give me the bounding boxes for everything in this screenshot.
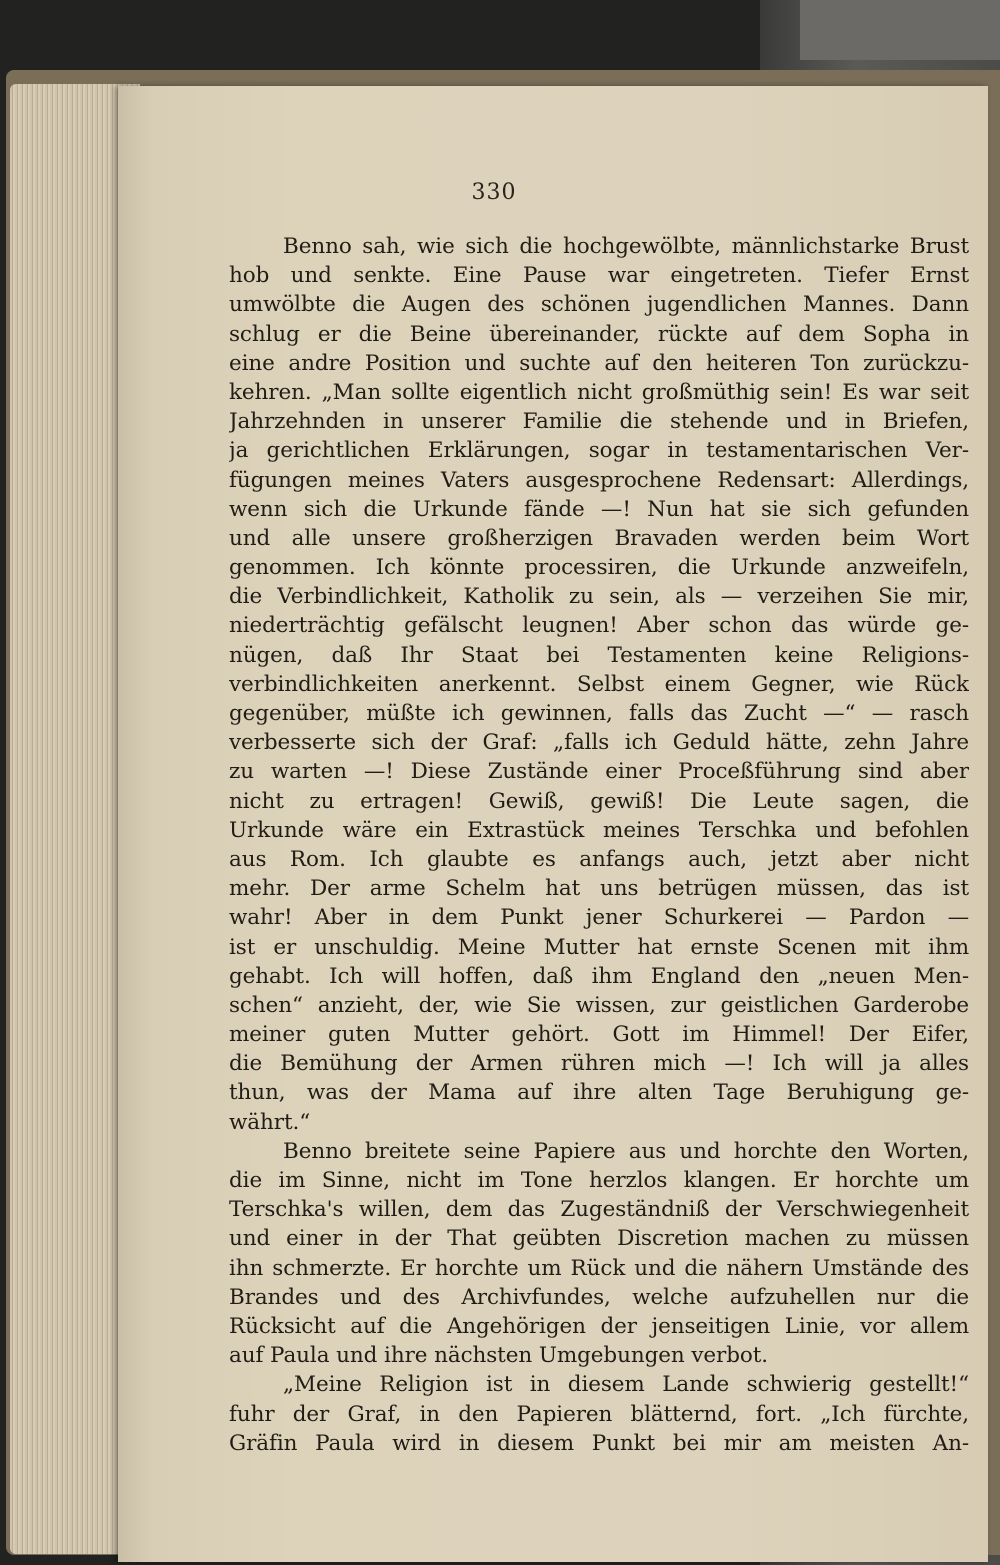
text-line: Jahrzehnden in unserer Familie die stehende und in Briefen, — [229, 409, 969, 435]
text-line: Benno breitete seine Papiere aus und horchte den Worten, — [283, 1138, 969, 1164]
text-line: Benno sah, wie sich die hochgewölbte, männlichstarke Brust — [283, 234, 969, 259]
text-line: Urkunde wäre ein Extrastück meines Terschka und befohlen — [229, 817, 969, 843]
text-line: thun, was der Mama auf ihre alten Tage Beruhigung ge- — [229, 1080, 969, 1106]
text-line: wahr! Aber in dem Punkt jener Schurkerei — Pardon — — [229, 905, 969, 931]
text-line: Terschka's willen, dem das Zugeständniß der Verschwiegenheit — [229, 1197, 969, 1223]
background-strip — [800, 0, 1000, 60]
text-line: die Verbindlichkeit, Katholik zu sein, als — verzeihen Sie mir, — [229, 584, 969, 610]
text-line: ist er unschuldig. Meine Mutter hat ernste Scenen mit ihm — [229, 934, 969, 960]
text-line: die im Sinne, nicht im Tone herzlos klangen. Er horchte um — [229, 1168, 969, 1193]
text-line: eine andre Position und suchte auf den heiteren Ton zurückzu- — [229, 350, 969, 376]
text-line: „Meine Religion ist in diesem Lande schwierig gestellt!“ — [283, 1372, 969, 1398]
text-line: kehren. „Man sollte eigentlich nicht großmüthig sein! Es war seit — [229, 379, 969, 405]
text-line: meiner guten Mutter gehört. Gott im Himmel! Der Eifer, — [229, 1022, 969, 1048]
text-line: genommen. Ich könnte processiren, die Urkunde anzweifeln, — [229, 555, 969, 581]
text-line: wenn sich die Urkunde fände —! Nun hat sie sich gefunden — [229, 496, 969, 522]
text-line: hob und senkte. Eine Pause war eingetreten. Tiefer Ernst — [229, 263, 969, 289]
text-line: nicht zu ertragen! Gewiß, gewiß! Die Leute sagen, die — [229, 788, 969, 814]
text-line: verbesserte sich der Graf: „falls ich Geduld hätte, zehn Jahre — [229, 730, 969, 756]
text-line: schen“ anzieht, der, wie Sie wissen, zur geistlichen Garderobe — [229, 992, 969, 1018]
text-line: und einer in der That geübten Discretion machen zu müssen — [229, 1226, 969, 1252]
text-line: aus Rom. Ich glaubte es anfangs auch, jetzt aber nicht — [229, 846, 969, 872]
text-line: zu warten —! Diese Zustände einer Proceßführung sind aber — [229, 759, 969, 785]
text-line: ja gerichtlichen Erklärungen, sogar in testamentarischen Ver- — [229, 438, 969, 464]
text-line: Gräfin Paula wird in diesem Punkt bei mir am meisten An- — [229, 1430, 969, 1456]
text-line: auf Paula und ihre nächsten Umgebungen verbot. — [229, 1343, 768, 1369]
text-line: ihn schmerzte. Er horchte um Rück und die nähern Umstände des — [229, 1255, 969, 1281]
book-page — [118, 86, 988, 1562]
text-line: niederträchtig gefälscht leugnen! Aber schon das würde ge- — [229, 613, 969, 639]
text-line: schlug er die Beine übereinander, rückte auf dem Sopha in — [229, 321, 969, 347]
text-line: und alle unsere großherzigen Bravaden werden beim Wort — [229, 525, 969, 551]
text-line: gehabt. Ich will hoffen, daß ihm England den „neuen Men- — [229, 963, 969, 989]
body-text — [229, 232, 969, 1458]
text-line: verbindlichkeiten anerkennt. Selbst einem Gegner, wie Rück — [229, 671, 969, 697]
text-line: gegenüber, müßte ich gewinnen, falls das Zucht —“ — rasch — [229, 701, 969, 726]
text-line: fügungen meines Vaters ausgesprochene Redensart: Allerdings, — [229, 467, 969, 493]
text-line: die Bemühung der Armen rühren mich —! Ich will ja alles — [229, 1051, 969, 1077]
text-line: nügen, daß Ihr Staat bei Testamenten keine Religions- — [229, 642, 969, 668]
text-line: mehr. Der arme Schelm hat uns betrügen müssen, das ist — [229, 876, 969, 902]
text-line: währt.“ — [229, 1109, 311, 1135]
page-number: 330 — [471, 180, 517, 205]
text-line: fuhr der Graf, in den Papieren blätternd, fort. „Ich fürchte, — [229, 1401, 969, 1427]
text-line: Rücksicht auf die Angehörigen der jenseitigen Linie, vor allem — [229, 1313, 969, 1339]
text-line: umwölbte die Augen des schönen jugendlichen Mannes. Dann — [229, 292, 969, 318]
text-line: Brandes und des Archivfundes, welche aufzuhellen nur die — [229, 1284, 969, 1310]
